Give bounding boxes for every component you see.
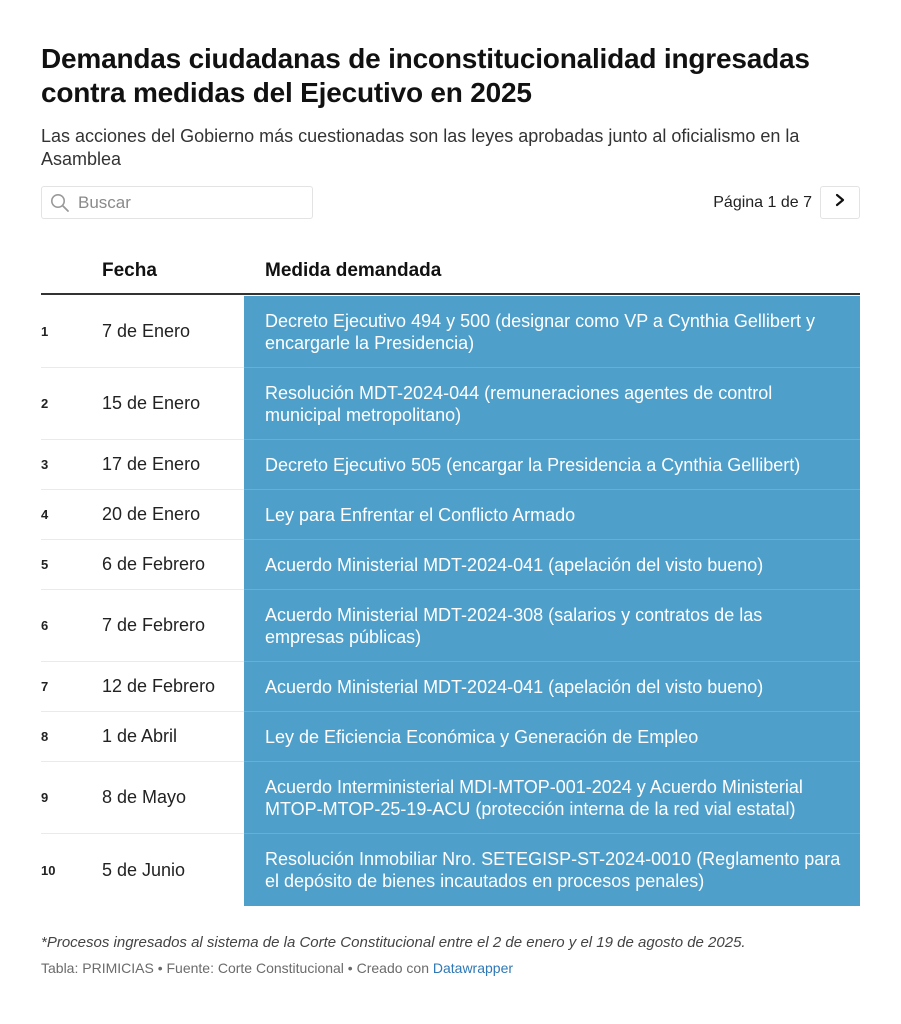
row-measure: Acuerdo Ministerial MDT-2024-041 (apelación del visto bueno) <box>244 540 860 590</box>
row-number: 3 <box>41 457 49 472</box>
row-date: 5 de Junio <box>102 859 186 880</box>
next-page-button[interactable] <box>820 186 860 219</box>
row-measure: Acuerdo Ministerial MDT-2024-041 (apelación del visto bueno) <box>244 662 860 712</box>
chevron-right-icon <box>834 193 846 212</box>
row-number: 6 <box>41 618 49 633</box>
row-measure: Decreto Ejecutivo 505 (encargar la Presidencia a Cynthia Gellibert) <box>244 440 860 490</box>
row-date: 6 de Febrero <box>102 554 206 574</box>
column-header-date[interactable]: Fecha <box>102 260 157 281</box>
row-measure: Resolución Inmobiliar Nro. SETEGISP-ST-2024-0010 (Reglamento para el depósito de bienes incautados en procesos penales) <box>244 834 860 906</box>
table-row <box>41 368 860 440</box>
row-number: 10 <box>41 862 56 878</box>
search-icon <box>50 192 72 214</box>
table-row <box>41 490 860 540</box>
row-date: 17 de Enero <box>102 454 201 474</box>
table-title: Demandas ciudadanas de inconstitucionalidad ingresadas contra medidas del Ejecutivo en 2025 <box>41 43 810 108</box>
table-footnote: *Procesos ingresados al sistema de la Corte Constitucional entre el 2 de enero y el 19 de agosto de 2025. <box>41 934 746 951</box>
row-number: 5 <box>41 557 49 572</box>
row-measure: Acuerdo Interministerial MDI-MTOP-001-2024 y Acuerdo Ministerial MTOP-MTOP-25-19-ACU (protección interna de la red vial estatal) <box>244 762 860 834</box>
row-measure: Acuerdo Ministerial MDT-2024-308 (salarios y contratos de las empresas públicas) <box>244 590 860 662</box>
row-date: 7 de Enero <box>102 321 191 341</box>
credits-text: Tabla: PRIMICIAS • Fuente: Corte Constitucional • Creado con <box>41 960 433 976</box>
table-row <box>41 662 860 712</box>
table-header <box>41 250 860 295</box>
row-measure: Ley de Eficiencia Económica y Generación de Empleo <box>244 712 860 762</box>
row-number: 7 <box>41 679 49 694</box>
row-number: 4 <box>41 507 49 522</box>
row-measure: Ley para Enfrentar el Conflicto Armado <box>244 490 860 540</box>
pagination-label: Página 1 de 7 <box>713 194 812 211</box>
table-row <box>41 762 860 834</box>
table-credits <box>41 960 513 976</box>
table-body <box>41 296 860 906</box>
table-row <box>41 590 860 662</box>
table-row <box>41 712 860 762</box>
table-row <box>41 834 860 906</box>
row-number: 1 <box>41 324 49 339</box>
row-date: 20 de Enero <box>102 504 201 524</box>
row-date: 12 de Febrero <box>102 676 216 696</box>
row-date: 15 de Enero <box>102 393 201 413</box>
row-date: 7 de Febrero <box>102 615 206 635</box>
row-date: 1 de Abril <box>102 726 178 746</box>
row-date: 8 de Mayo <box>102 787 187 807</box>
search-box[interactable] <box>41 186 313 219</box>
table-row <box>41 296 860 368</box>
table-row <box>41 440 860 490</box>
search-input[interactable] <box>72 192 312 214</box>
table-row <box>41 540 860 590</box>
row-measure: Resolución MDT-2024-044 (remuneraciones agentes de control municipal metropolitano) <box>244 368 860 440</box>
row-measure: Decreto Ejecutivo 494 y 500 (designar como VP a Cynthia Gellibert y encargarle la Presidencia) <box>244 296 860 368</box>
row-number: 8 <box>41 729 49 744</box>
row-number: 9 <box>41 790 49 805</box>
row-number: 2 <box>41 396 49 411</box>
datawrapper-link[interactable]: Datawrapper <box>432 960 514 976</box>
table-subtitle: Las acciones del Gobierno más cuestionadas son las leyes aprobadas junto al oficialismo en la Asamblea <box>41 126 800 169</box>
column-header-measure[interactable]: Medida demandada <box>265 260 442 281</box>
